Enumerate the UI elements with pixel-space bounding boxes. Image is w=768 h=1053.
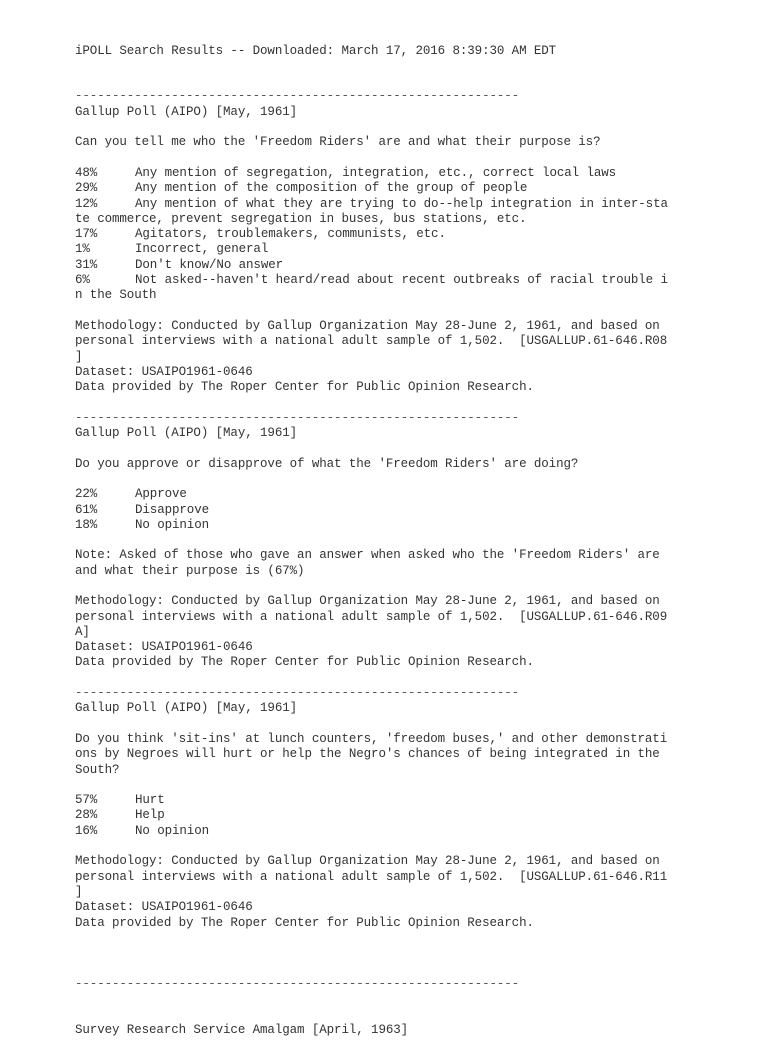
dataset-id: Dataset: USAIPO1961-0646 [75,640,253,655]
response-row [75,273,755,288]
methodology-text: personal interviews with a national adult sample of 1,502. [USGALLUP.61-646.R09 [75,609,668,624]
search-results-document [75,13,755,1053]
blank-line [75,441,755,456]
response-row [75,487,755,502]
blank-line [75,671,755,686]
blank-line [75,931,755,946]
blank-line [75,533,755,548]
response-percent: 16% [75,823,98,838]
question-text: Can you tell me who the 'Freedom Riders' are and what their purpose is? [75,135,601,150]
poll-title: Gallup Poll (AIPO) [May, 1961] [75,104,298,119]
response-percent: 61% [75,502,98,517]
response-percent: 6% [75,273,90,288]
poll-result [75,395,755,670]
response-percent: 57% [75,793,98,808]
poll-result [75,89,755,395]
blank-line [75,472,755,487]
response-percent: 18% [75,517,98,532]
dataset-id: Dataset: USAIPO1961-0646 [75,900,253,915]
question-text: Do you think 'sit-ins' at lunch counters, 'freedom buses,' and other demonstrati [75,731,668,746]
response-row [75,793,755,808]
response-row [75,824,755,839]
data-provider: Data provided by The Roper Center for Public Opinion Research. [75,915,534,930]
response-percent: 12% [75,196,98,211]
response-row [75,518,755,533]
response-row [75,808,755,823]
response-percent: 29% [75,181,98,196]
separator: ------------------------------------------------------------ [75,410,520,425]
next-poll-title: Survey Research Service Amalgam [April, 1963] [75,1022,409,1037]
blank-line [75,151,755,166]
poll-title: Gallup Poll (AIPO) [May, 1961] [75,701,298,716]
question-text: Do you approve or disapprove of what the 'Freedom Riders' are doing? [75,456,579,471]
response-label-continued: n the South [75,288,157,303]
question-text: South? [75,762,120,777]
poll-result [75,671,755,931]
methodology-text: ] [75,349,83,364]
response-label: No opinion [135,823,210,838]
note-text: and what their purpose is (67%) [75,563,305,578]
response-label: Help [135,808,165,823]
response-label: Not asked--haven't heard/read about recent outbreaks of racial trouble i [135,273,668,288]
response-row [75,227,755,242]
blank-line [75,395,755,410]
response-label: Agitators, troublemakers, communists, etc. [135,227,446,242]
blank-line [75,304,755,319]
response-row [75,181,755,196]
blank-line [75,120,755,135]
response-percent: 22% [75,487,98,502]
response-label-continued: te commerce, prevent segregation in buses, bus stations, etc. [75,211,527,226]
response-percent: 31% [75,257,98,272]
dataset-id: Dataset: USAIPO1961-0646 [75,364,253,379]
methodology-text: Methodology: Conducted by Gallup Organization May 28-June 2, 1961, and based on [75,594,660,609]
blank-line [75,778,755,793]
response-percent: 48% [75,165,98,180]
methodology-text: personal interviews with a national adult sample of 1,502. [USGALLUP.61-646.R11 [75,869,668,884]
methodology-text: personal interviews with a national adult sample of 1,502. [USGALLUP.61-646.R08 [75,334,668,349]
poll-title: Gallup Poll (AIPO) [May, 1961] [75,426,298,441]
data-provider: Data provided by The Roper Center for Public Opinion Research. [75,380,534,395]
separator: ------------------------------------------------------------ [75,976,520,991]
response-label: Don't know/No answer [135,257,284,272]
question-text: ons by Negroes will hurt or help the Negro's chances of being integrated in the [75,747,660,762]
data-provider: Data provided by The Roper Center for Public Opinion Research. [75,655,534,670]
methodology-text: Methodology: Conducted by Gallup Organization May 28-June 2, 1961, and based on [75,854,660,869]
response-row [75,166,755,181]
methodology-text: ] [75,884,83,899]
note-text: Note: Asked of those who gave an answer when asked who the 'Freedom Riders' are [75,548,660,563]
response-row [75,242,755,257]
methodology-text: Methodology: Conducted by Gallup Organization May 28-June 2, 1961, and based on [75,318,660,333]
response-label: Incorrect, general [135,242,269,257]
response-row [75,503,755,518]
blank-line [75,579,755,594]
response-label: Approve [135,487,187,502]
response-row [75,197,755,212]
response-percent: 1% [75,242,90,257]
response-label: Any mention of the composition of the group of people [135,181,528,196]
separator: ------------------------------------------------------------ [75,686,520,701]
response-label: Any mention of segregation, integration, etc., correct local laws [135,165,617,180]
response-label: Disapprove [135,502,210,517]
results-list [75,89,755,946]
response-label: Any mention of what they are trying to do--help integration in inter-sta [135,196,668,211]
separator: ------------------------------------------------------------ [75,89,520,104]
blank-line [75,839,755,854]
response-label: Hurt [135,793,165,808]
response-percent: 17% [75,227,98,242]
response-row [75,258,755,273]
blank-line [75,717,755,732]
methodology-text: A] [75,624,90,639]
response-percent: 28% [75,808,98,823]
response-label: No opinion [135,517,210,532]
download-header: iPOLL Search Results -- Downloaded: March 17, 2016 8:39:30 AM EDT [75,43,557,58]
